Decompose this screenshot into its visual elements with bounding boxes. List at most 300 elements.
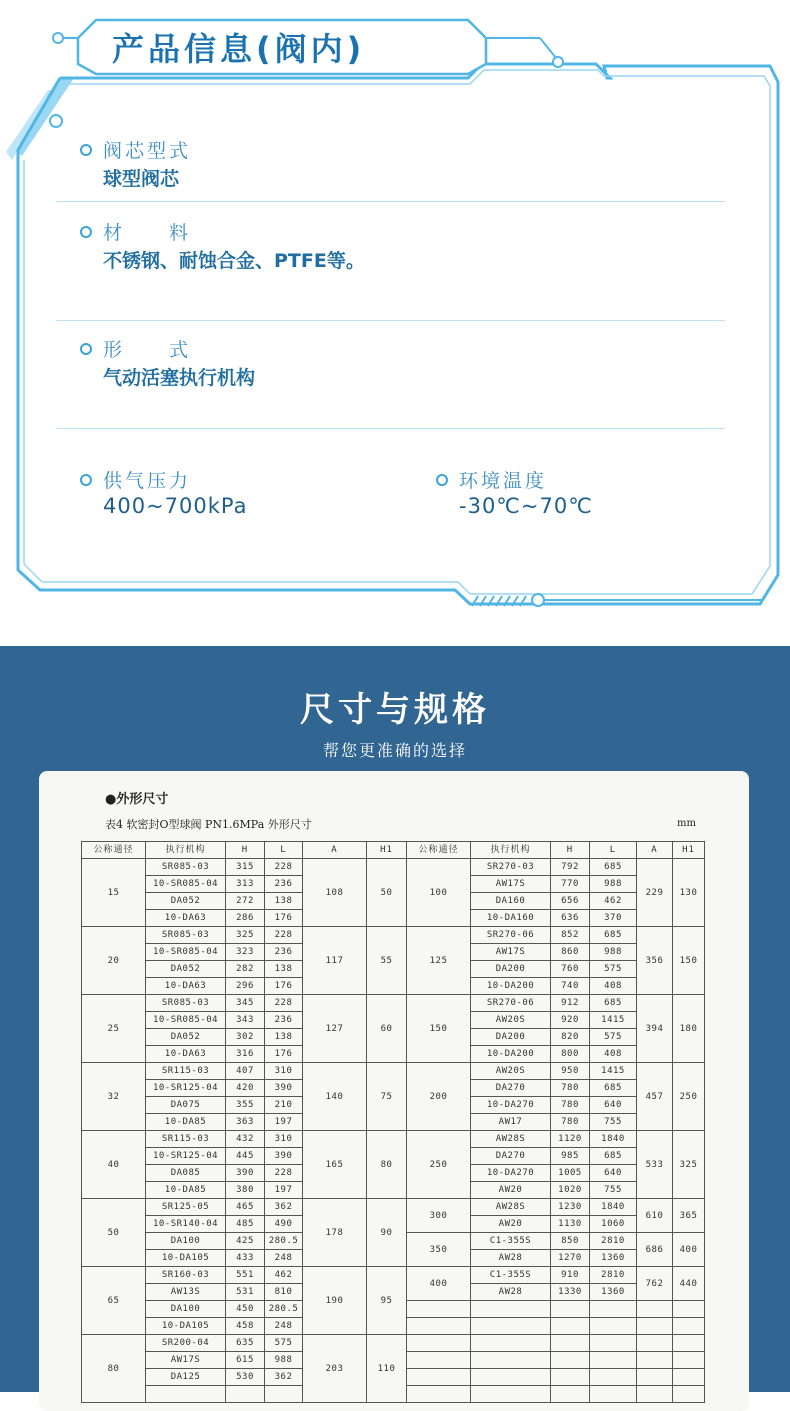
actuator-cell: SR270-06 (471, 995, 551, 1012)
h-cell: 852 (551, 927, 590, 944)
l-cell: 197 (265, 1114, 303, 1131)
actuator-cell: 10-SR085-04 (146, 944, 226, 961)
h-cell (226, 1386, 265, 1403)
l-cell: 755 (590, 1114, 637, 1131)
l-cell: 685 (590, 859, 637, 876)
empty-cell (471, 1369, 551, 1386)
h-cell: 380 (226, 1182, 265, 1199)
column-header: H1 (367, 842, 407, 859)
actuator-cell: 10-DA200 (471, 978, 551, 995)
l-cell: 1840 (590, 1131, 637, 1148)
empty-cell (673, 1301, 705, 1318)
h-cell: 780 (551, 1097, 590, 1114)
table-row (82, 1063, 705, 1080)
h-cell: 531 (226, 1284, 265, 1301)
empty-cell (673, 1352, 705, 1369)
h1-cell: 365 (673, 1199, 705, 1233)
l-cell: 575 (265, 1335, 303, 1352)
h-cell: 1120 (551, 1131, 590, 1148)
bullet-icon (80, 144, 92, 156)
l-cell: 988 (590, 944, 637, 961)
actuator-cell: 10-DA200 (471, 1046, 551, 1063)
h-cell: 530 (226, 1369, 265, 1386)
h-cell: 302 (226, 1029, 265, 1046)
actuator-cell: AW17 (471, 1114, 551, 1131)
l-cell: 280.5 (265, 1233, 303, 1250)
h-cell: 445 (226, 1148, 265, 1165)
a-cell: 108 (303, 859, 367, 927)
h-cell: 740 (551, 978, 590, 995)
a-cell: 229 (637, 859, 673, 927)
actuator-cell: SR085-03 (146, 995, 226, 1012)
empty-cell (551, 1301, 590, 1318)
h-cell: 780 (551, 1114, 590, 1131)
actuator-cell: DA100 (146, 1233, 226, 1250)
field-label: 形 式 (103, 339, 192, 361)
h1-cell: 325 (673, 1131, 705, 1199)
nominal-diameter-cell: 20 (82, 927, 146, 995)
actuator-cell: SR160-03 (146, 1267, 226, 1284)
bullet-icon (436, 474, 448, 486)
l-cell: 685 (590, 1080, 637, 1097)
empty-cell (471, 1318, 551, 1335)
h-cell: 770 (551, 876, 590, 893)
table-row (82, 927, 705, 944)
column-header: A (637, 842, 673, 859)
l-cell: 988 (265, 1352, 303, 1369)
actuator-cell: AW28S (471, 1131, 551, 1148)
l-cell: 390 (265, 1148, 303, 1165)
column-header: A (303, 842, 367, 859)
actuator-cell: 10-DA105 (146, 1250, 226, 1267)
h-cell: 313 (226, 876, 265, 893)
h-cell: 296 (226, 978, 265, 995)
l-cell: 310 (265, 1063, 303, 1080)
l-cell: 640 (590, 1097, 637, 1114)
h-cell: 780 (551, 1080, 590, 1097)
l-cell: 810 (265, 1284, 303, 1301)
h-cell: 316 (226, 1046, 265, 1063)
actuator-cell: 10-SR085-04 (146, 1012, 226, 1029)
empty-cell (471, 1352, 551, 1369)
h-cell: 343 (226, 1012, 265, 1029)
a-cell: 686 (637, 1233, 673, 1267)
actuator-cell: 10-DA63 (146, 978, 226, 995)
a-cell: 203 (303, 1335, 367, 1403)
product-info-title: 产品信息(阀内) (112, 30, 366, 68)
l-cell: 390 (265, 1080, 303, 1097)
nominal-diameter-cell: 250 (407, 1131, 471, 1199)
actuator-cell: AW20 (471, 1182, 551, 1199)
a-cell: 140 (303, 1063, 367, 1131)
h-cell: 325 (226, 927, 265, 944)
sheet-heading: ●外形尺寸 (105, 792, 169, 807)
l-cell: 176 (265, 978, 303, 995)
h-cell: 425 (226, 1233, 265, 1250)
l-cell: 138 (265, 961, 303, 978)
actuator-cell: AW17S (471, 876, 551, 893)
decorative-frame (0, 0, 790, 646)
empty-cell (590, 1352, 637, 1369)
actuator-cell: 10-DA63 (146, 910, 226, 927)
h-cell: 433 (226, 1250, 265, 1267)
bullet-icon (80, 474, 92, 486)
l-cell: 248 (265, 1318, 303, 1335)
section-title: 尺寸与规格 (300, 690, 490, 730)
divider (56, 428, 725, 429)
h-cell: 985 (551, 1148, 590, 1165)
nominal-diameter-cell: 100 (407, 859, 471, 927)
h1-cell: 90 (367, 1199, 407, 1267)
h-cell: 1130 (551, 1216, 590, 1233)
a-cell: 533 (637, 1131, 673, 1199)
empty-cell (407, 1318, 471, 1335)
nominal-diameter-cell: 50 (82, 1199, 146, 1267)
actuator-cell: 10-SR085-04 (146, 876, 226, 893)
actuator-cell: DA052 (146, 961, 226, 978)
actuator-cell: DA270 (471, 1080, 551, 1097)
h-cell: 1020 (551, 1182, 590, 1199)
l-cell: 236 (265, 1012, 303, 1029)
h-cell: 390 (226, 1165, 265, 1182)
actuator-cell: DA160 (471, 893, 551, 910)
column-header: 公称通径 (407, 842, 471, 859)
empty-cell (471, 1301, 551, 1318)
l-cell: 228 (265, 1165, 303, 1182)
field-value: -30℃~70℃ (459, 494, 593, 518)
a-cell: 117 (303, 927, 367, 995)
h-cell: 1005 (551, 1165, 590, 1182)
empty-cell (551, 1318, 590, 1335)
l-cell: 138 (265, 893, 303, 910)
empty-cell (673, 1386, 705, 1403)
field-label: 供气压力 (103, 470, 192, 492)
empty-cell (551, 1369, 590, 1386)
l-cell: 176 (265, 910, 303, 927)
actuator-cell: DA200 (471, 1029, 551, 1046)
h1-cell: 130 (673, 859, 705, 927)
actuator-cell: 10-DA270 (471, 1165, 551, 1182)
empty-cell (407, 1335, 471, 1352)
l-cell: 228 (265, 995, 303, 1012)
h1-cell: 110 (367, 1335, 407, 1403)
bullet-icon (80, 226, 92, 238)
unit-label: mm (677, 818, 696, 829)
a-cell: 457 (637, 1063, 673, 1131)
empty-cell (637, 1301, 673, 1318)
actuator-cell: SR200-04 (146, 1335, 226, 1352)
l-cell: 1415 (590, 1012, 637, 1029)
actuator-cell: 10-DA63 (146, 1046, 226, 1063)
l-cell: 248 (265, 1250, 303, 1267)
h-cell: 432 (226, 1131, 265, 1148)
empty-cell (637, 1335, 673, 1352)
h-cell: 551 (226, 1267, 265, 1284)
column-header: H (551, 842, 590, 859)
h1-cell: 55 (367, 927, 407, 995)
h-cell: 407 (226, 1063, 265, 1080)
h-cell: 1270 (551, 1250, 590, 1267)
h1-cell: 250 (673, 1063, 705, 1131)
h-cell: 363 (226, 1114, 265, 1131)
l-cell: 575 (590, 961, 637, 978)
column-header: H1 (673, 842, 705, 859)
l-cell: 138 (265, 1029, 303, 1046)
a-cell: 610 (637, 1199, 673, 1233)
actuator-cell: C1-355S (471, 1267, 551, 1284)
nominal-diameter-cell: 125 (407, 927, 471, 995)
actuator-cell: 10-DA270 (471, 1097, 551, 1114)
h-cell: 282 (226, 961, 265, 978)
l-cell: 685 (590, 927, 637, 944)
bullet-icon (80, 343, 92, 355)
h-cell: 450 (226, 1301, 265, 1318)
l-cell: 685 (590, 1148, 637, 1165)
empty-cell (637, 1318, 673, 1335)
table-row (82, 859, 705, 876)
empty-cell (590, 1335, 637, 1352)
actuator-cell: DA270 (471, 1148, 551, 1165)
table-body (82, 859, 705, 1403)
actuator-cell: DA052 (146, 1029, 226, 1046)
l-cell: 362 (265, 1369, 303, 1386)
l-cell: 228 (265, 859, 303, 876)
field-label: 材 料 (103, 222, 192, 244)
l-cell: 2810 (590, 1267, 637, 1284)
nominal-diameter-cell: 40 (82, 1131, 146, 1199)
h-cell: 760 (551, 961, 590, 978)
empty-cell (590, 1386, 637, 1403)
a-cell: 178 (303, 1199, 367, 1267)
l-cell: 176 (265, 1046, 303, 1063)
h1-cell: 80 (367, 1131, 407, 1199)
empty-cell (407, 1352, 471, 1369)
a-cell: 190 (303, 1267, 367, 1335)
empty-cell (590, 1318, 637, 1335)
nominal-diameter-cell: 200 (407, 1063, 471, 1131)
h1-cell: 440 (673, 1267, 705, 1301)
a-cell: 762 (637, 1267, 673, 1301)
nominal-diameter-cell: 25 (82, 995, 146, 1063)
field-value: 不锈钢、耐蚀合金、PTFE等。 (103, 250, 365, 272)
actuator-cell: SR270-03 (471, 859, 551, 876)
l-cell: 236 (265, 944, 303, 961)
section-subtitle: 帮您更准确的选择 (322, 741, 467, 760)
l-cell: 575 (590, 1029, 637, 1046)
a-cell: 394 (637, 995, 673, 1063)
column-header: L (265, 842, 303, 859)
actuator-cell: AW17S (471, 944, 551, 961)
nominal-diameter-cell: 32 (82, 1063, 146, 1131)
h-cell: 485 (226, 1216, 265, 1233)
l-cell: 408 (590, 978, 637, 995)
l-cell: 2810 (590, 1233, 637, 1250)
l-cell: 1840 (590, 1199, 637, 1216)
h-cell: 315 (226, 859, 265, 876)
table-row (82, 1335, 705, 1352)
l-cell (265, 1386, 303, 1403)
actuator-cell: SR115-03 (146, 1063, 226, 1080)
h-cell: 635 (226, 1335, 265, 1352)
empty-cell (471, 1335, 551, 1352)
l-cell: 280.5 (265, 1301, 303, 1318)
empty-cell (407, 1369, 471, 1386)
column-header: L (590, 842, 637, 859)
h-cell: 1330 (551, 1284, 590, 1301)
actuator-cell: DA085 (146, 1165, 226, 1182)
l-cell: 210 (265, 1097, 303, 1114)
nominal-diameter-cell: 80 (82, 1335, 146, 1403)
empty-cell (471, 1386, 551, 1403)
h-cell: 420 (226, 1080, 265, 1097)
table-row (82, 995, 705, 1012)
empty-cell (407, 1386, 471, 1403)
l-cell: 1360 (590, 1250, 637, 1267)
actuator-cell: DA100 (146, 1301, 226, 1318)
actuator-cell: SR270-06 (471, 927, 551, 944)
l-cell: 1060 (590, 1216, 637, 1233)
h-cell: 1230 (551, 1199, 590, 1216)
actuator-cell: DA052 (146, 893, 226, 910)
divider (56, 320, 725, 321)
actuator-cell: DA125 (146, 1369, 226, 1386)
l-cell: 685 (590, 995, 637, 1012)
h-cell: 792 (551, 859, 590, 876)
h1-cell: 95 (367, 1267, 407, 1335)
l-cell: 310 (265, 1131, 303, 1148)
field-value: 气动活塞执行机构 (103, 367, 256, 389)
empty-cell (637, 1369, 673, 1386)
h1-cell: 50 (367, 859, 407, 927)
a-cell: 165 (303, 1131, 367, 1199)
field-label: 阀芯型式 (103, 140, 192, 162)
divider (56, 201, 725, 202)
h-cell: 800 (551, 1046, 590, 1063)
column-header: 执行机构 (471, 842, 551, 859)
h-cell: 656 (551, 893, 590, 910)
h-cell: 355 (226, 1097, 265, 1114)
h1-cell: 400 (673, 1233, 705, 1267)
column-header: 执行机构 (146, 842, 226, 859)
table-row (82, 1199, 705, 1216)
actuator-cell: SR085-03 (146, 859, 226, 876)
actuator-cell: AW28S (471, 1199, 551, 1216)
h-cell: 950 (551, 1063, 590, 1080)
dimension-sheet (39, 771, 749, 1411)
actuator-cell: SR115-03 (146, 1131, 226, 1148)
field-value: 球型阀芯 (103, 168, 180, 190)
empty-cell (637, 1352, 673, 1369)
product-info-section (0, 0, 790, 646)
l-cell: 1360 (590, 1284, 637, 1301)
actuator-cell (146, 1386, 226, 1403)
l-cell: 640 (590, 1165, 637, 1182)
a-cell: 356 (637, 927, 673, 995)
h-cell: 850 (551, 1233, 590, 1250)
nominal-diameter-cell: 65 (82, 1267, 146, 1335)
actuator-cell: 10-SR140-04 (146, 1216, 226, 1233)
empty-cell (407, 1301, 471, 1318)
nominal-diameter-cell: 350 (407, 1233, 471, 1267)
h-cell: 920 (551, 1012, 590, 1029)
h-cell: 345 (226, 995, 265, 1012)
column-header: H (226, 842, 265, 859)
h-cell: 272 (226, 893, 265, 910)
actuator-cell: AW28 (471, 1250, 551, 1267)
actuator-cell: 10-SR125-04 (146, 1148, 226, 1165)
h-cell: 820 (551, 1029, 590, 1046)
h-cell: 636 (551, 910, 590, 927)
empty-cell (551, 1386, 590, 1403)
dimensions-section (0, 646, 790, 1392)
actuator-cell: AW20S (471, 1012, 551, 1029)
l-cell: 462 (590, 893, 637, 910)
l-cell: 197 (265, 1182, 303, 1199)
actuator-cell: SR085-03 (146, 927, 226, 944)
h1-cell: 150 (673, 927, 705, 995)
empty-cell (590, 1369, 637, 1386)
actuator-cell: AW17S (146, 1352, 226, 1369)
actuator-cell: AW13S (146, 1284, 226, 1301)
l-cell: 236 (265, 876, 303, 893)
actuator-cell: AW20 (471, 1216, 551, 1233)
h-cell: 615 (226, 1352, 265, 1369)
actuator-cell: 10-DA105 (146, 1318, 226, 1335)
h1-cell: 60 (367, 995, 407, 1063)
h-cell: 286 (226, 910, 265, 927)
empty-cell (551, 1352, 590, 1369)
h-cell: 860 (551, 944, 590, 961)
empty-cell (637, 1386, 673, 1403)
l-cell: 462 (265, 1267, 303, 1284)
h-cell: 458 (226, 1318, 265, 1335)
actuator-cell: AW28 (471, 1284, 551, 1301)
l-cell: 1415 (590, 1063, 637, 1080)
actuator-cell: SR125-05 (146, 1199, 226, 1216)
h-cell: 465 (226, 1199, 265, 1216)
field-value: 400~700kPa (103, 494, 248, 518)
actuator-cell: AW20S (471, 1063, 551, 1080)
actuator-cell: DA075 (146, 1097, 226, 1114)
empty-cell (673, 1369, 705, 1386)
empty-cell (551, 1335, 590, 1352)
actuator-cell: DA200 (471, 961, 551, 978)
actuator-cell: 10-DA160 (471, 910, 551, 927)
h-cell: 910 (551, 1267, 590, 1284)
table-header-row (82, 842, 705, 859)
actuator-cell: 10-SR125-04 (146, 1080, 226, 1097)
h-cell: 912 (551, 995, 590, 1012)
nominal-diameter-cell: 300 (407, 1199, 471, 1233)
table-caption: 表4 软密封O型球阀 PN1.6MPa 外形尺寸 (105, 818, 312, 831)
empty-cell (590, 1301, 637, 1318)
h-cell: 323 (226, 944, 265, 961)
table-row (82, 1267, 705, 1284)
dimension-table (81, 841, 705, 1403)
l-cell: 370 (590, 910, 637, 927)
l-cell: 228 (265, 927, 303, 944)
actuator-cell: 10-DA85 (146, 1182, 226, 1199)
actuator-cell: 10-DA85 (146, 1114, 226, 1131)
column-header: 公称通径 (82, 842, 146, 859)
l-cell: 988 (590, 876, 637, 893)
h1-cell: 180 (673, 995, 705, 1063)
table-row (82, 1131, 705, 1148)
nominal-diameter-cell: 150 (407, 995, 471, 1063)
empty-cell (673, 1335, 705, 1352)
nominal-diameter-cell: 15 (82, 859, 146, 927)
actuator-cell: C1-355S (471, 1233, 551, 1250)
